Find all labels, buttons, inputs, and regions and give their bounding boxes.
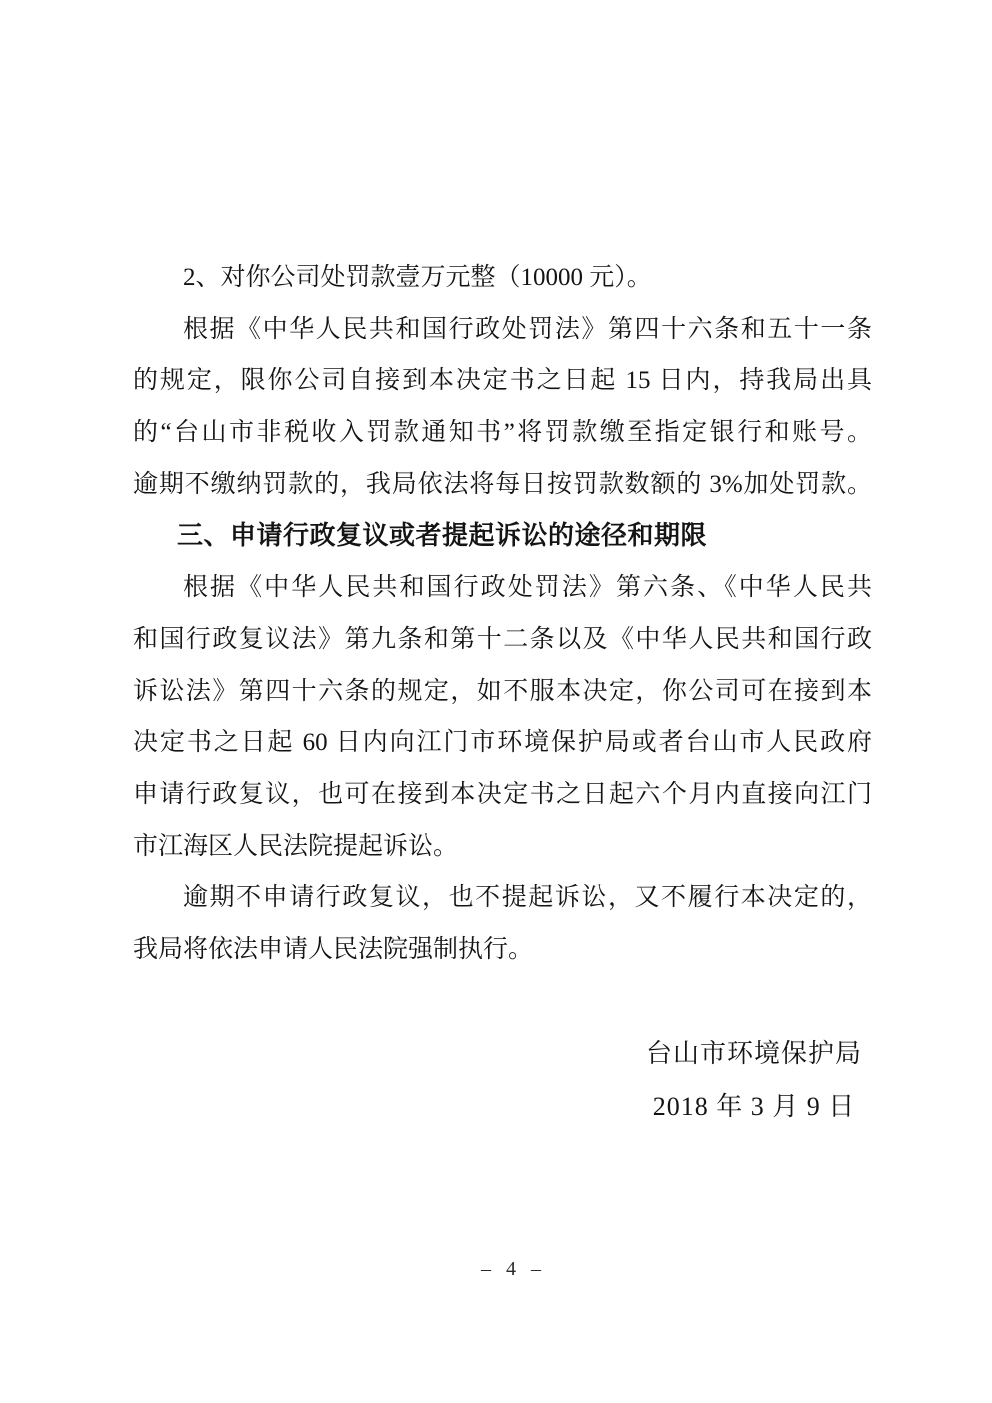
document-line: 根据《中华人民共和国行政处罚法》第六条、《中华人民共 — [183, 574, 872, 602]
document-body — [133, 252, 872, 976]
signature-issuer: 台山市环境保护局 — [645, 1039, 862, 1068]
document-line: 的规定，限你公司自接到本决定书之日起 15 日内，持我局出具 — [133, 367, 872, 395]
document-line: 逾期不缴纳罚款的，我局依法将每日按罚款数额的 3%加处罚款。 — [133, 470, 872, 498]
page-number: – 4 – — [481, 1258, 541, 1280]
document-line: 逾期不申请行政复议，也不提起诉讼，又不履行本决定的， — [183, 884, 872, 912]
document-line: 和国行政复议法》第九条和第十二条以及《中华人民共和国行政 — [133, 625, 872, 653]
document-line: 2、对你公司处罚款壹万元整（10000 元）。 — [183, 264, 652, 291]
document-line: 的“台山市非税收入罚款通知书”将罚款缴至指定银行和账号。 — [133, 419, 872, 447]
document-line: 申请行政复议，也可在接到本决定书之日起六个月内直接向江门 — [133, 780, 872, 808]
document-line: 决定书之日起 60 日内向江门市环境保护局或者台山市人民政府 — [133, 729, 872, 757]
signature-block — [628, 1027, 880, 1133]
signature-date: 2018 年 3 月 9 日 — [652, 1092, 856, 1121]
section-heading: 三、申请行政复议或者提起诉讼的途径和期限 — [177, 520, 708, 551]
document-line: 根据《中华人民共和国行政处罚法》第四十六条和五十一条 — [183, 315, 872, 343]
document-line: 我局将依法申请人民法院强制执行。 — [133, 935, 534, 963]
document-line: 诉讼法》第四十六条的规定，如不服本决定，你公司可在接到本 — [133, 677, 872, 705]
document-line: 市江海区人民法院提起诉讼。 — [133, 832, 459, 860]
